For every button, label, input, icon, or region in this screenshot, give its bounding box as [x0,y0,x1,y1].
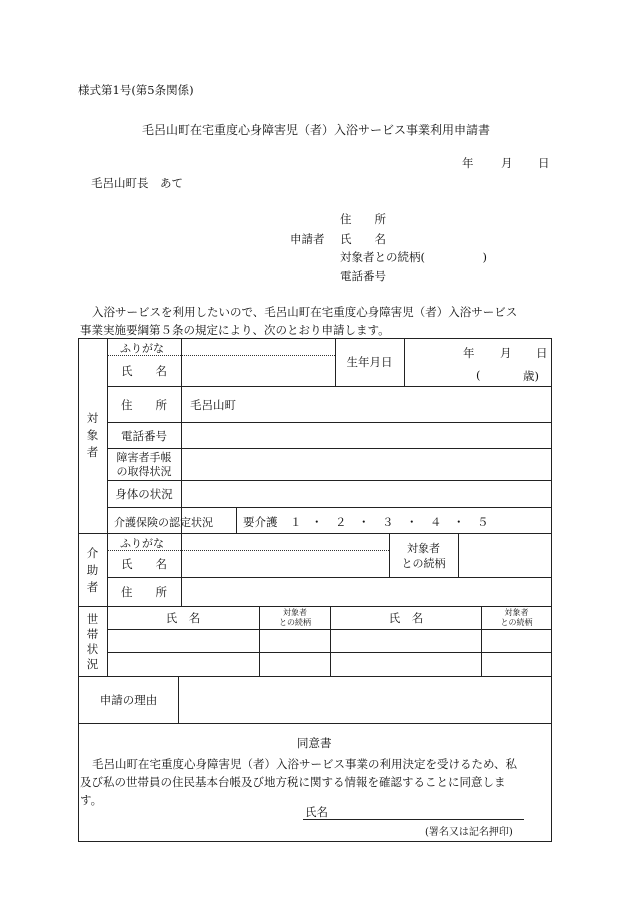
care-level-separator: ・ [406,515,418,529]
helper-relation-label: 対象者 との続柄 [401,541,446,570]
consent-line-3: す。 [80,793,103,807]
reason-input[interactable] [179,677,551,723]
helper-address-input[interactable] [182,578,550,606]
signature-line[interactable] [303,819,524,820]
intro-line-1: 入浴サービスを利用したいので、毛呂山町在宅重度心身障害児（者）入浴サービス [92,305,518,319]
household-row-input[interactable] [331,630,481,652]
condition-label: 身体の状況 [115,487,173,501]
subject-section-label: 対 象 者 [86,411,99,459]
household-row-input[interactable] [108,630,259,652]
applicant-phone-label: 電話番号 [340,269,386,283]
helper-section-label: 介 助 者 [86,545,99,594]
household-name-header-2: 氏 名 [388,611,424,625]
household-row-input[interactable] [108,653,259,676]
consent-name-label: 氏名 [305,805,328,819]
care-level-option[interactable]: ３ [382,515,394,529]
applicant-label: 申請者 [290,232,325,246]
household-row-input[interactable] [482,653,551,676]
household-row-input[interactable] [482,630,551,652]
household-row-input[interactable] [260,653,330,676]
subject-furigana-input[interactable] [182,339,334,355]
date-month-label: 月 [501,156,513,170]
subject-address-value[interactable]: 毛呂山町 [190,398,236,412]
applicant-relation-label: 対象者との続柄( ) [340,250,487,264]
helper-address-label: 住 所 [121,585,167,599]
condition-input[interactable] [182,481,550,507]
household-name-header-1: 氏 名 [165,611,201,625]
care-level-label: 要介護 [243,515,278,529]
household-relation-header-2: 対象者 との続柄 [500,608,533,627]
care-level-separator: ・ [311,515,323,529]
handbook-label: 障害者手帳 の取得状況 [116,450,172,478]
consent-line-1: 毛呂山町在宅重度心身障害児（者）入浴サービス事業の利用決定を受けるため、私 [92,757,518,771]
helper-furigana-label: ふりがな [120,537,164,550]
helper-relation-input[interactable] [459,534,550,577]
subject-phone-label: 電話番号 [121,428,167,443]
age-open: ( [476,368,481,382]
care-cert-label: 介護保険の認定状況 [114,516,213,529]
form-number: 様式第1号(第5条関係) [78,83,194,97]
helper-furigana-input[interactable] [182,534,388,550]
household-row-input[interactable] [260,630,330,652]
date-year-label: 年 [462,156,474,170]
household-relation-header-1: 対象者 との続柄 [279,608,311,627]
addressee: 毛呂山町長 あて [91,176,183,190]
consent-line-2: 及び私の世帯員の住民基本台帳及び地方税に関する情報を確認することに同意しま [80,775,506,789]
care-level-separator: ・ [453,515,465,529]
helper-name-label: 氏 名 [121,557,167,571]
household-section-label: 世 帯 状 況 [86,611,99,671]
birth-day-label: 日 [536,346,548,360]
page-title: 毛呂山町在宅重度心身障害児（者）入浴サービス事業利用申請書 [142,123,491,137]
helper-name-input[interactable] [182,551,388,577]
care-level-option[interactable]: ５ [477,515,489,529]
care-level-separator: ・ [358,515,370,529]
date-day-label: 日 [538,156,550,170]
reason-label: 申請の理由 [99,693,158,707]
intro-line-2: 事業実施要綱第５条の規定により、次のとおり申請します。 [80,323,390,337]
applicant-address-label: 住 所 [340,212,386,226]
birthdate-label: 生年月日 [346,355,393,369]
care-level-option[interactable]: ２ [335,515,347,529]
subject-name-label: 氏 名 [121,364,167,378]
birth-year-label: 年 [463,346,475,360]
birth-month-label: 月 [500,346,512,360]
subject-phone-input[interactable] [182,423,550,448]
subject-name-input[interactable] [182,356,334,386]
consent-title: 同意書 [297,736,332,750]
subject-address-label: 住 所 [121,397,167,412]
subject-furigana-label: ふりがな [120,342,164,355]
care-level-option[interactable]: １ [290,515,302,529]
applicant-name-label: 氏 名 [340,232,386,246]
handbook-input[interactable] [182,449,550,480]
age-close: 歳) [523,369,539,383]
signature-note: (署名又は記名押印) [425,827,513,838]
household-row-input[interactable] [331,653,481,676]
care-level-option[interactable]: ４ [430,515,442,529]
